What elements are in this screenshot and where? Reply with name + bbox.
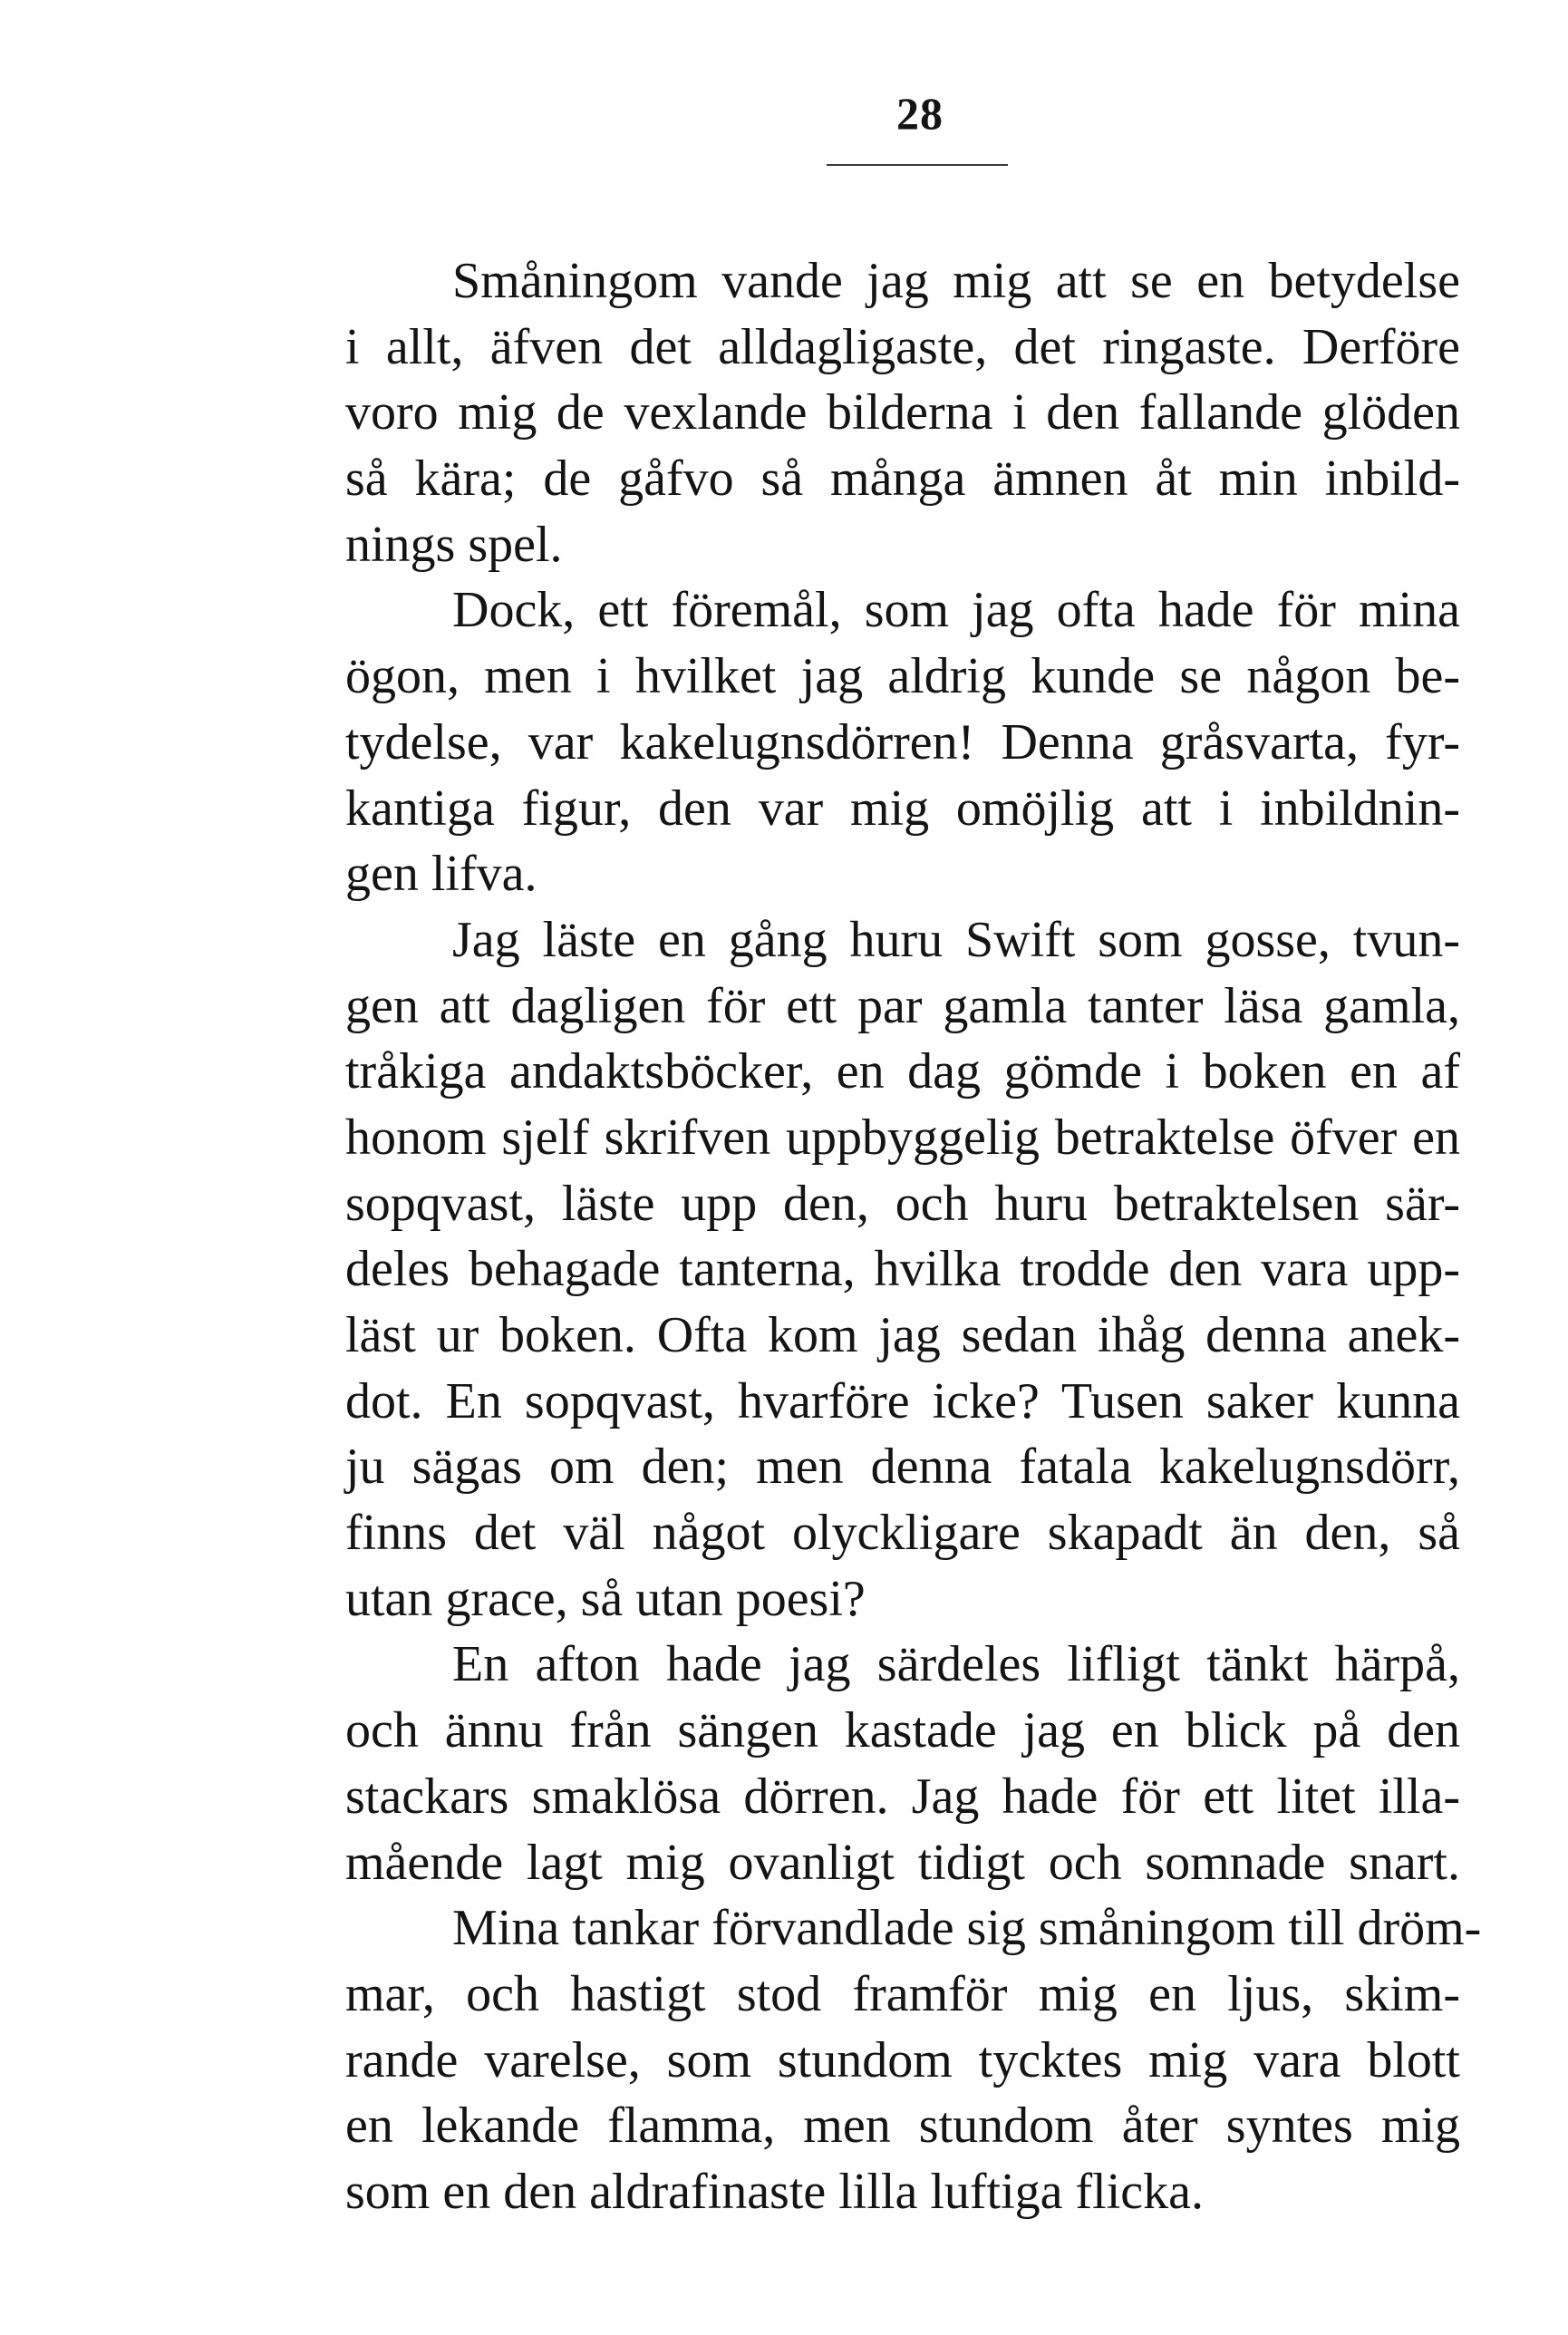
text-line: gen lifva.	[345, 846, 537, 903]
text-line: utan grace, så utan poesi?	[345, 1570, 866, 1627]
text-line: sopqvast, läste upp den, och huru betraktelsen sär-	[345, 1175, 1460, 1232]
text-line: dot. En sopqvast, hvarföre icke? Tusen saker kunna	[345, 1372, 1460, 1429]
text-line: en lekande flamma, men stundom åter syntes mig	[345, 2098, 1460, 2155]
text-line: i allt, äfven det alldagligaste, det ringaste. Derföre	[345, 318, 1460, 375]
text-line: kantiga figur, den var mig omöjlig att i inbildnin-	[345, 780, 1460, 837]
text-line: som en den aldrafinaste lilla luftiga flicka.	[345, 2163, 1204, 2220]
text-line: tydelse, var kakelugnsdörren! Denna gråsvarta, fyr-	[345, 713, 1460, 770]
text-line: Dock, ett föremål, som jag ofta hade för mina	[452, 582, 1460, 639]
page-number: 28	[896, 88, 944, 139]
text-line: deles behagade tanterna, hvilka trodde den vara upp-	[345, 1241, 1460, 1298]
text-line: nings spel.	[345, 516, 563, 573]
text-line: läst ur boken. Ofta kom jag sedan ihåg denna anek-	[345, 1307, 1460, 1363]
body-text	[345, 248, 1482, 2225]
text-line: och ännu från sängen kastade jag en blick på den	[345, 1702, 1460, 1759]
text-line: finns det väl något olyckligare skapadt än den, så	[345, 1505, 1460, 1562]
text-line: ju sägas om den; men denna fatala kakelugnsdörr,	[345, 1439, 1460, 1496]
text-line: En afton hade jag särdeles lifligt tänkt härpå,	[452, 1636, 1460, 1693]
text-line: voro mig de vexlande bilderna i den fallande glöden	[345, 384, 1460, 441]
text-line: ögon, men i hvilket jag aldrig kunde se någon be-	[345, 648, 1460, 705]
text-line: tråkiga andaktsböcker, en dag gömde i boken en af	[345, 1043, 1460, 1100]
text-line: Småningom vande jag mig att se en betydelse	[452, 253, 1460, 309]
header-rule	[827, 164, 1008, 166]
text-line: mående lagt mig ovanligt tidigt och somnade snart.	[345, 1834, 1460, 1891]
text-line: honom sjelf skrifven uppbyggelig betraktelse öfver en	[345, 1109, 1460, 1166]
text-line: gen att dagligen för ett par gamla tanter läsa gamla,	[345, 977, 1460, 1034]
text-line: så kära; de gåfvo så många ämnen åt min inbild-	[345, 451, 1460, 508]
text-line: mar, och hastigt stod framför mig en ljus, skim-	[345, 1965, 1460, 2022]
text-line: Mina tankar förvandlade sig småningom till dröm-	[452, 1900, 1482, 1957]
text-line: rande varelse, som stundom tycktes mig vara blott	[345, 2031, 1460, 2088]
text-line: Jag läste en gång huru Swift som gosse, tvun-	[452, 911, 1460, 968]
text-line: stackars smaklösa dörren. Jag hade för ett litet illa-	[345, 1768, 1460, 1825]
